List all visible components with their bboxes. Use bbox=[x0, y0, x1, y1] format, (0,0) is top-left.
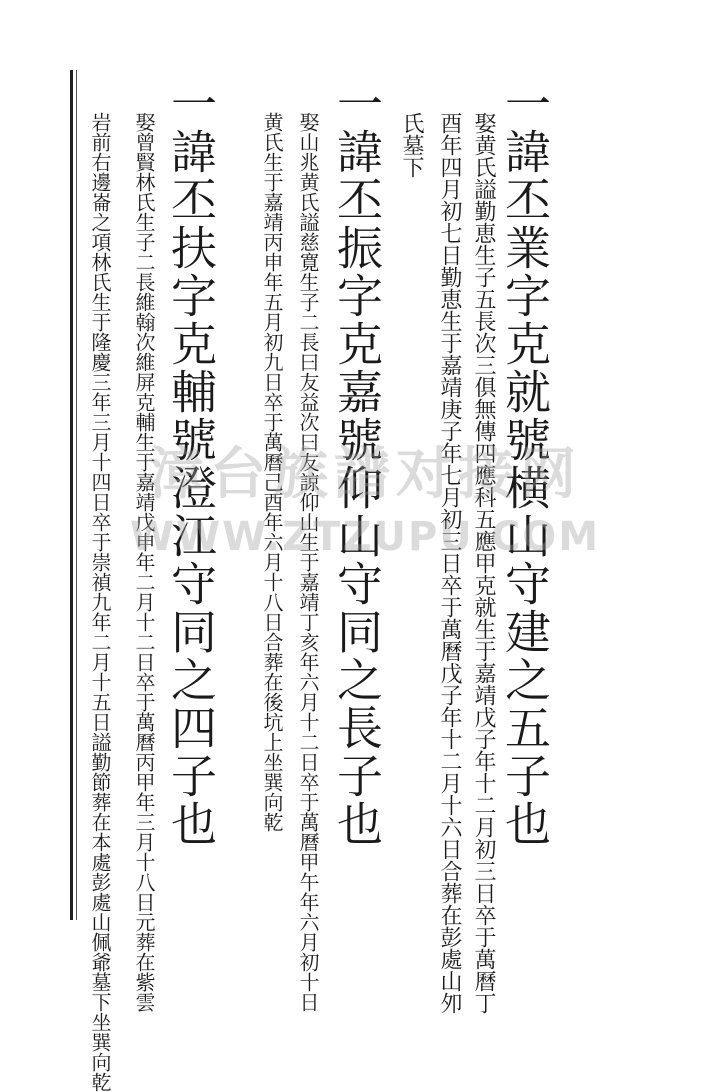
entry-2-line-1: 娶山兆黄氏謚慈寛生子二長曰友益次曰友諒仰山生于嘉靖丁亥年六月十二日卒于萬曆甲午年六月初十日 bbox=[296, 112, 320, 1012]
entry-3-line-2: 岩前右邊崙之項林氏生于隆慶三年三月十四日卒于崇禎九年二月十五日謚勤節葬在本處彭處山佩爺墓下坐巽向乾 bbox=[88, 112, 112, 1092]
watermark-url: WWW.ZTZUPU.COM bbox=[129, 514, 601, 560]
entry-2-line-2: 黄氏生于嘉靖丙申年五月初九日卒于萬曆己酉年六月十八日合葬在後坑上坐巽向乾 bbox=[260, 112, 284, 832]
entry-2-heading: 一諱丕振字克嘉號仰山守同之長子也 bbox=[330, 80, 384, 848]
entry-1-heading: 一諱丕業字克就號横山守建之五子也 bbox=[498, 80, 552, 848]
page-border-thin bbox=[76, 70, 77, 920]
entry-1-line-3: 氏墓下 bbox=[399, 112, 424, 178]
entry-1-line-2: 酉年四月初七日勤恵生于嘉靖庚子年七月初三日卒于萬曆戊子年十二月十六日合葬在彭處山夘 bbox=[437, 112, 462, 1014]
page-border-thick bbox=[70, 70, 73, 920]
entry-3-line-1: 娶曾賢林氏生子二長維翰次維屏克輔生于嘉靖戊申年二月十二日卒于萬曆丙甲年三月十八日元葬在紫雲 bbox=[132, 112, 156, 1012]
entry-3-heading: 一諱丕扶字克輔號澄江守同之四子也 bbox=[164, 80, 218, 848]
watermark-chinese: 漳台族譜对接网 bbox=[148, 442, 582, 507]
entry-1-line-1: 娶黄氏謚勤恵生子五長次三俱無傳四應科五應甲克就生于嘉靖戊子年十二月初三日卒于萬曆丁 bbox=[471, 112, 496, 1014]
